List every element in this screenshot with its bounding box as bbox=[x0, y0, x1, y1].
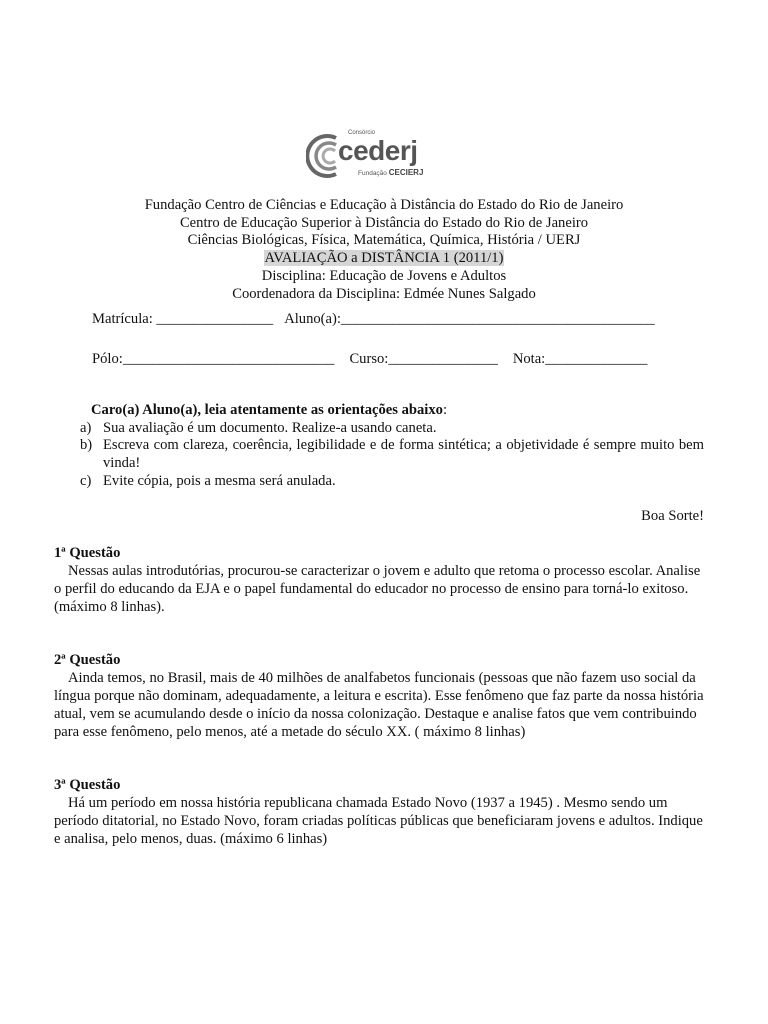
instruction-text: Escreva com clareza, coerência, legibilidade e de forma sintética; a objetividade é sempre muito bem vinda! bbox=[103, 437, 704, 472]
instruction-text: Sua avaliação é um documento. Realize-a usando caneta. bbox=[103, 419, 437, 436]
curso-field[interactable]: Curso:_______________ bbox=[349, 351, 498, 367]
exam-title: AVALIAÇÃO a DISTÂNCIA 1 (2011/1) bbox=[264, 250, 504, 267]
instruction-item bbox=[80, 473, 704, 491]
matricula-field[interactable]: Matrícula: ________________ bbox=[92, 311, 274, 327]
coordinator: Coordenadora da Disciplina: Edmée Nunes Salgado bbox=[232, 285, 536, 302]
question-title: 1ª Questão bbox=[54, 545, 121, 561]
instructions-heading: Caro(a) Aluno(a), leia atentamente as orientações abaixo bbox=[91, 402, 443, 418]
document-header bbox=[0, 197, 768, 303]
question-title: 3ª Questão bbox=[54, 777, 121, 793]
aluno-field[interactable]: Aluno(a):___________________________________________ bbox=[284, 311, 655, 327]
question-title: 2ª Questão bbox=[54, 652, 121, 668]
discipline: Disciplina: Educação de Jovens e Adultos bbox=[261, 267, 507, 284]
instructions bbox=[80, 402, 704, 491]
fields-row-1 bbox=[92, 311, 655, 328]
logo-consorcio: Consórcio bbox=[348, 130, 376, 136]
instruction-marker: a) bbox=[80, 419, 92, 436]
logo-wordmark: cederj bbox=[338, 135, 418, 166]
nota-field[interactable]: Nota:______________ bbox=[512, 351, 648, 367]
header-line-3: Ciências Biológicas, Física, Matemática, Química, História / UERJ bbox=[187, 232, 581, 249]
fields-row-2 bbox=[92, 351, 647, 368]
question-2 bbox=[54, 651, 704, 741]
instruction-marker: c) bbox=[80, 472, 92, 489]
polo-field[interactable]: Pólo:_____________________________ bbox=[92, 351, 335, 367]
instruction-item bbox=[80, 437, 704, 472]
instructions-list bbox=[80, 420, 704, 491]
instructions-heading-row bbox=[80, 402, 704, 420]
instruction-item bbox=[80, 420, 704, 438]
question-body: Nessas aulas introdutórias, procurou-se caracterizar o jovem e adulto que retoma o processo escolar. Analise o perfil do educando da EJA e o papel fundamental do educador no processo de ensino para torná-lo exitoso. (máximo 8 linhas). bbox=[54, 563, 701, 615]
logo-fundacao-name: CECIERJ bbox=[388, 168, 424, 177]
question-body: Ainda temos, no Brasil, mais de 40 milhões de analfabetos funcionais (pessoas que não fazem uso social da língua porque não dominam, adequadamente, a leitura e escrita). Esse fenômeno que faz parte da nossa história atual, vem se acumulando desde o início da nossa colonização. Destaque e analise fatos que vem contribuindo para esse fenômeno, pelo menos, até a metade do século XX. ( máximo 8 linhas) bbox=[54, 670, 704, 740]
good-luck: Boa Sorte! bbox=[641, 508, 704, 524]
instruction-marker: b) bbox=[80, 437, 93, 454]
logo-fundacao-prefix: Fundação bbox=[358, 170, 387, 177]
instructions-colon: : bbox=[442, 402, 448, 418]
exam-title-row bbox=[0, 250, 768, 268]
question-body: Há um período em nossa história republicana chamada Estado Novo (1937 a 1945) . Mesmo sendo um período ditatorial, no Estado Novo, foram criadas políticas públicas que beneficiaram jovens e adultos. Indique e analisa, pelo menos, duas. (máximo 6 linhas) bbox=[54, 795, 703, 847]
header-line-1: Fundação Centro de Ciências e Educação à Distância do Estado do Rio de Janeiro bbox=[144, 197, 624, 213]
instruction-text: Evite cópia, pois a mesma será anulada. bbox=[103, 472, 336, 489]
question-1 bbox=[54, 544, 704, 616]
logo-fundacao bbox=[358, 168, 423, 177]
header-line-2: Centro de Educação Superior à Distância do Estado do Rio de Janeiro bbox=[179, 214, 589, 231]
question-3 bbox=[54, 776, 704, 848]
cederj-logo bbox=[306, 130, 436, 182]
